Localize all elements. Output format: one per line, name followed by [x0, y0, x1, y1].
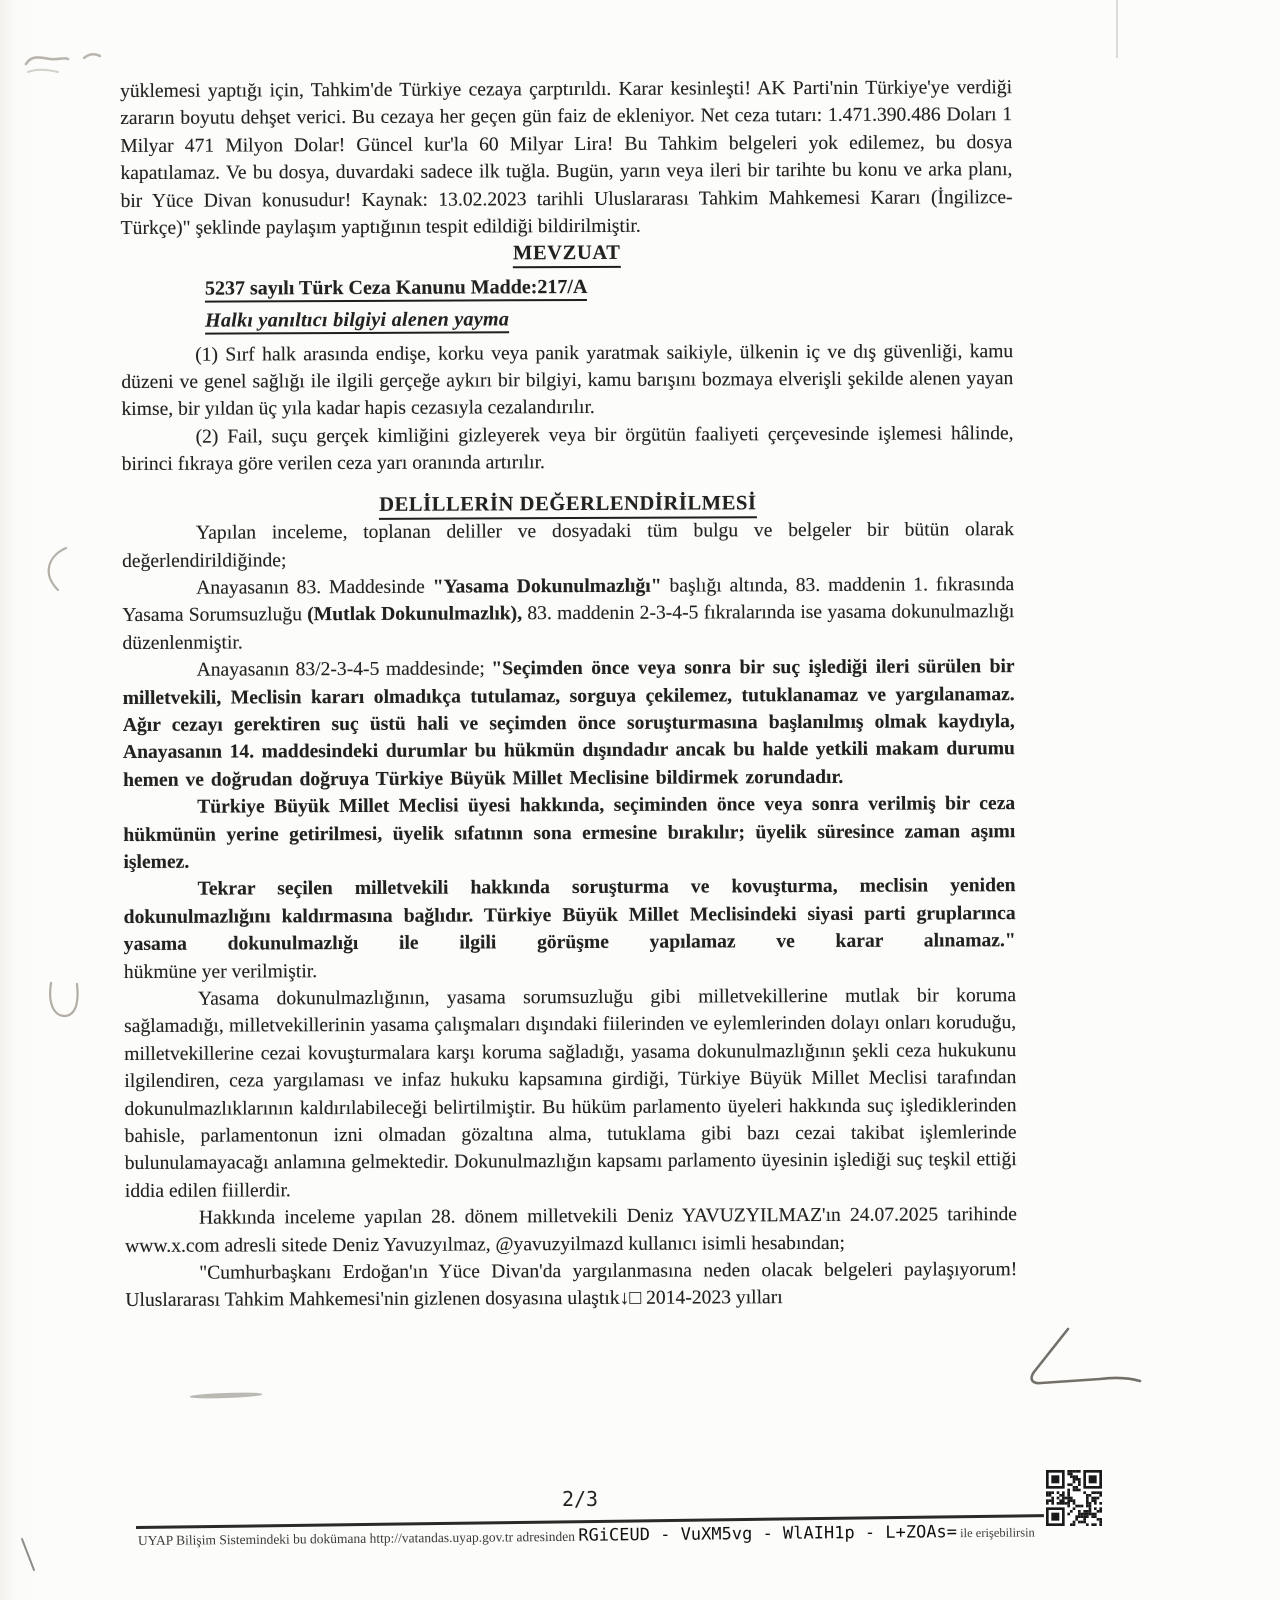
page-number: 2/3 [561, 1487, 599, 1511]
mevzuat-heading: MEVZUAT [121, 239, 1013, 270]
evidence-heading: DELİLLERİN DEĞERLENDİRİLMESİ [122, 489, 1014, 520]
evidence-paragraph-3: Anayasanın 83/2-3-4-5 maddesinde; "Seçimden önce veya sonra bir suç işlediği ileri sürülen bir milletvekili, Meclisin kararı olmadıkça tutulamaz, sorguya çekilemez, tutuklanamaz ve yargılanamaz. Ağır cezayı gerektiren suç üstü hali ve seçimden önce soruşturmasına başlanılmış olmak kaydıyla, Anayasanın 14. maddesindeki durumlar bu hükmün dışındadır ancak bu halde yetkili makam durumu hemen ve doğrudan doğruya Türkiye Büyük Millet Meclisine bildirmek zorundadır. [122, 656, 1015, 791]
uyap-footer-suffix: ile erişebilirsin [956, 1525, 1035, 1541]
uyap-access-code: RGiCEUD - VuXM5vg - WlAIH1p - L+ZOAs= [578, 1522, 958, 1546]
evidence-paragraph-1: Yapılan inceleme, toplanan deliller ve dosyadaki tüm bulgu ve belgeler bir bütün olarak değerlendirildiğinde; [122, 519, 1015, 572]
evidence-paragraph-6: Yasama dokunulmazlığının, yasama sorumsuzluğu gibi milletvekillerine mutlak bir koruma sağlamadığı, milletvekillerinin yasama çalışmaları dışındaki fiilerinden ve eylemlerinden dolayı onları koruduğu, milletvekillerine cezai kovuşturmalara karşı koruma sağladığı, yasama dokunulmazlığının şekli ceza hukukunu ilgilendiren, ceza yargılaması ve infaz hukuku kapsamına girdiği, Türkiye Büyük Millet Meclisi tarafından dokunulmazlıklarının kaldırılabileceği belirtilmiştir. Bu hüküm parlamento üyeleri hakkında suç işlediklerinden bahisle, parlamentonun izni olmadan gözaltına alma, tutuklama gibi bazı cezai takibat işlemlerinde bulunulamayacağı anlamına gelmektedir. Dokunulmazlığın kapsamı parlamento üyesinin işlediği suç teşkil ettiği iddia edilen fiillerdir. [124, 985, 1017, 1202]
intro-paragraph: yüklemesi yaptığı için, Tahkim'de Türkiye cezaya çarptırıldı. Karar kesinleşti! AK Parti'nin Türkiye'ye verdiği zararın boyutu dehşet verici. Bu cezaya her geçen gün faiz de ekleniyor. Net ceza tutarı: 1.471.390.486 Doları 1 Milyar 471 Milyon Dolar! Güncel kur'la 60 Milyar Lira! Bu Tahkim belgeleri yok edilemez, bu dosya kapatılamaz. Ve bu dosya, duvardaki sadece ilk tuğla. Bugün, yarın veya ileri bir tarihte bu konu ve arka planı, bir Yüce Divan konusudur! Kaynak: 13.02.2023 tarihli Uluslararası Tahkim Mahkemesi Kararı (İngilizce-Türkçe)" şeklinde paylaşım yaptığının tespit edildiği bildirilmiştir. [120, 77, 1013, 240]
pencil-slash-mark [18, 1536, 42, 1576]
evidence-paragraph-2: Anayasanın 83. Maddesinde "Yasama Dokunulmazlığı" başlığı altında, 83. maddenin 1. fıkrasında Yasama Sorumsuzluğu (Mutlak Dokunulmazlık), 83. maddenin 2-3-4-5 fıkralarında ise yasama dokunulmazlığı düzenlenmiştir. [122, 574, 1015, 654]
clause-2-paragraph: (2) Fail, suçu gerçek kimliğini gizleyerek veya bir örgütün faaliyeti çerçevesinde işlemesi hâlinde, birinci fıkraya göre verilen ceza yarı oranında artırılır. [121, 422, 1014, 476]
pencil-paren-mark [34, 544, 80, 596]
evidence-paragraph-4: Türkiye Büyük Millet Meclisi üyesi hakkında, seçiminden önce veya sonra verilmiş bir ceza hükmünün yerine getirilmesi, üyelik sıfatının sona ermesine bırakılır; üyelik süresince zaman aşımı işlemez. [123, 793, 1016, 873]
evidence-paragraph-8: "Cumhurbaşkanı Erdoğan'ın Yüce Divan'da yargılanmasına neden olacak belgeleri paylaşıyorum! Uluslararası Tahkim Mahkemesi'nin gizlenen dosyasına ulaştık↓□ 2014-2023 yılları [125, 1259, 1018, 1312]
evidence-paragraph-5-tail: hükmüne yer verilmiştir. [123, 960, 318, 983]
document-body [120, 74, 1017, 1315]
handwritten-check-swoosh [1022, 1326, 1152, 1394]
qr-code [1046, 1470, 1102, 1526]
law-title: 5237 sayılı Türk Ceza Kanunu Madde:217/A [205, 272, 1013, 303]
article-title: Halkı yanıltıcı bilgiyi alenen yayma [205, 304, 1013, 335]
scan-fold-line [1116, 0, 1118, 58]
clause-1-paragraph: (1) Sırf halk arasında endişe, korku veya panik yaratmak saikiyle, ülkenin iç ve dış güvenliği, kamu düzeni ve genel sağlığı ile ilgili gerçeğe aykırı bir bilgiyi, kamu barışını bozmaya elverişli şekilde alenen yayan kimse, bir yıldan üç yıla kadar hapis cezasıyla cezalandırılır. [121, 340, 1014, 421]
pencil-smudge-over-quote [190, 1392, 262, 1400]
pencil-u-mark [44, 980, 88, 1028]
pencil-scribble-top-left [22, 42, 132, 84]
uyap-footer-prefix: UYAP Bilişim Sistemindeki bu dokümana http://vatandas.uyap.gov.tr adresinden [137, 1528, 579, 1548]
evidence-paragraph-7: Hakkında inceleme yapılan 28. dönem milletvekili Deniz YAVUZYILMAZ'ın 24.07.2025 tarihinde www.x.com adresli sitede Deniz Yavuzyılmaz, @yavuzyilmazd kullanıcı isimli hesabından; [125, 1204, 1018, 1257]
evidence-paragraph-5: Tekrar seçilen milletvekili hakkında soruşturma ve kovuşturma, meclisin yeniden dokunulmazlığını kaldırmasına bağlıdır. Türkiye Büyük Millet Meclisindeki siyasi parti gruplarınca yasama dokunulmazlığı ile ilgili görüşme yapılamaz ve karar alınamaz." [123, 875, 1016, 956]
